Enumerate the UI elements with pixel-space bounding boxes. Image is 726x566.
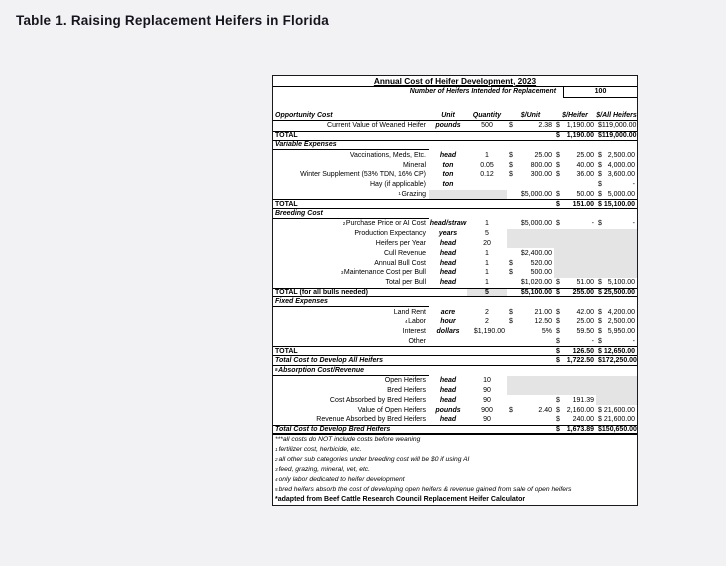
cell-unit: head <box>439 386 457 394</box>
cell-ucost: $5,000.00 <box>520 220 552 228</box>
table-row <box>273 219 637 229</box>
cell-unit: pounds <box>435 406 461 414</box>
footnote: 3 feed, grazing, mineral, vet, etc. <box>275 466 371 473</box>
table-row <box>273 160 637 170</box>
cell-unit: head <box>439 151 457 159</box>
cell-all: $ 5,100.00 <box>598 279 635 287</box>
cell-qty: 1 <box>485 259 489 267</box>
cell-qty: 1 <box>485 220 489 228</box>
cell-unit: acre <box>440 308 456 316</box>
cell-heif: $ 255.00 <box>556 288 594 296</box>
table-row <box>273 248 637 258</box>
cell-unit: head <box>439 249 457 257</box>
cell-qty <box>467 366 507 376</box>
cell-heif: $ 1,673.89 <box>556 425 594 433</box>
cell-all: $ 119,000.00 <box>598 122 637 130</box>
row-label: Heifers per Year <box>375 239 426 247</box>
cell-qty <box>467 356 507 365</box>
cell-unit: ton <box>442 181 454 189</box>
cell-all: $ 21,600.00 <box>598 406 635 414</box>
cell-ucost <box>507 415 554 425</box>
cell-all: $ 2,500.00 <box>598 318 635 326</box>
cell-qty <box>467 347 507 355</box>
cell-heif <box>554 248 596 258</box>
cell-unit <box>429 200 467 208</box>
cell-ucost <box>507 366 554 376</box>
row-label: Breeding Cost <box>273 209 429 219</box>
cell-unit <box>429 297 467 307</box>
cell-unit <box>429 132 467 140</box>
cell-qty <box>467 297 507 307</box>
cell-unit: ton <box>442 161 454 169</box>
cell-ucost <box>507 356 554 365</box>
cell-unit <box>429 337 467 347</box>
cell-all: $ - <box>598 220 635 228</box>
cell-heif: $ 2,160.00 <box>556 406 594 414</box>
row-label: Open Heifers <box>384 377 426 385</box>
cell-qty <box>467 200 507 208</box>
cell-qty: 5 <box>485 230 489 238</box>
cell-all <box>596 297 637 307</box>
row-label: Total Cost to Develop All Heifers <box>275 357 383 365</box>
table-row <box>273 121 637 131</box>
table-row <box>273 376 637 386</box>
row-label: 2 Purchase Price or AI Cost <box>342 220 426 228</box>
cell-heif: $ 25.00 <box>556 151 594 159</box>
row-label: Revenue Absorbed by Bred Heifers <box>316 416 426 424</box>
cell-ucost <box>507 239 554 249</box>
cell-qty: 1 <box>485 249 489 257</box>
row-label: Bred Heifers <box>387 386 426 394</box>
cell-heif: $ 1,190.00 <box>556 122 594 130</box>
cell-ucost: $1,020.00 <box>520 279 552 287</box>
cell-all <box>596 239 637 249</box>
cell-heif: $ 36.00 <box>556 171 594 179</box>
cell-all: $ 172,250.00 <box>598 357 637 365</box>
cell-unit: head <box>439 416 457 424</box>
row-label: Value of Open Heifers <box>357 406 426 414</box>
row-label: 1 Grazing <box>398 190 426 198</box>
cell-qty <box>467 337 507 347</box>
cell-qty: 90 <box>483 396 491 404</box>
cell-all: $ - <box>598 181 635 189</box>
cell-all: $ 3,600.00 <box>598 171 635 179</box>
cell-unit: head <box>439 377 457 385</box>
row-label: Vaccinations, Meds, Etc. <box>349 151 426 159</box>
cell-qty: 0.12 <box>480 171 494 179</box>
table-row <box>273 317 637 327</box>
row-label: 4 Labor <box>405 318 426 326</box>
cell-heif <box>554 258 596 268</box>
table-row <box>273 268 637 278</box>
table-row <box>273 288 637 298</box>
cell-all: $ 12,650.00 <box>598 347 635 355</box>
row-label: 5 Absorption Cost/Revenue <box>273 366 429 376</box>
cell-ucost <box>507 337 554 347</box>
footnote: *adapted from Beef Cattle Research Council Replacement Heifer Calculator <box>275 496 526 503</box>
cell-ucost: $ 520.00 <box>509 259 552 267</box>
row-label: Land Rent <box>393 308 426 316</box>
cell-unit: head <box>439 239 457 247</box>
cell-qty: 2 <box>485 308 489 316</box>
table-row <box>273 346 637 356</box>
cell-ucost: $ 300.00 <box>509 171 552 179</box>
cell-ucost <box>507 229 554 239</box>
cell-heif: $ - <box>556 220 594 228</box>
heifer-cost-spreadsheet <box>272 75 638 506</box>
cell-all: $ 119,000.00 <box>598 132 637 140</box>
row-label: Cull Revenue <box>383 249 426 257</box>
cell-all: $ 150,650.00 <box>598 425 637 433</box>
cell-heif <box>554 376 596 386</box>
spacer-row <box>273 98 637 111</box>
cell-ucost <box>507 347 554 355</box>
cell-qty: $1,190.00 <box>473 328 505 336</box>
cell-qty: 10 <box>483 377 491 385</box>
cell-qty: 5 <box>467 289 507 297</box>
row-label: Mineral <box>403 161 426 169</box>
cell-heif: $ 25.00 <box>556 318 594 326</box>
cell-unit <box>429 209 467 219</box>
row-label: Variable Expenses <box>273 141 429 151</box>
row-label: Opportunity Cost <box>275 111 333 119</box>
cell-qty <box>467 141 507 151</box>
cell-qty: 1 <box>485 279 489 287</box>
cell-qty: Quantity <box>472 111 502 119</box>
cell-qty <box>467 180 507 190</box>
cell-ucost: $2,400.00 <box>520 249 552 257</box>
table-row <box>273 425 637 435</box>
cell-heif: $/Heifer <box>562 111 588 119</box>
cell-all: $/All Heifers <box>596 111 637 119</box>
footnote: 5 bred heifers absorb the cost of developing open heifers & revenue gained from sale of open heifers <box>275 486 572 493</box>
cell-all: $ 21,600.00 <box>598 416 635 424</box>
cell-all: $ - <box>598 337 635 345</box>
cell-all <box>596 248 637 258</box>
row-label: TOTAL <box>275 200 298 208</box>
table-row <box>273 111 637 122</box>
cell-unit <box>429 190 467 200</box>
cell-qty: 1 <box>485 269 489 277</box>
cell-heif <box>554 141 596 151</box>
cell-unit: head <box>439 279 457 287</box>
cell-unit <box>429 347 467 355</box>
table-body <box>273 111 637 435</box>
cell-ucost <box>507 180 554 190</box>
table-row <box>273 386 637 396</box>
row-label: Other <box>408 337 426 345</box>
cell-qty <box>467 426 507 433</box>
cell-unit <box>429 289 467 297</box>
row-label: TOTAL <box>275 347 298 355</box>
footnote: 2 all other sub categories under breeding cost will be $0 if using AI <box>275 456 470 463</box>
cell-heif: $ 240.00 <box>556 416 594 424</box>
cell-heif <box>554 239 596 249</box>
cell-ucost: $ 2.38 <box>509 122 552 130</box>
cell-qty: 900 <box>481 406 493 414</box>
cell-ucost <box>507 386 554 396</box>
cell-unit: head <box>439 396 457 404</box>
cell-heif: $ 50.00 <box>556 190 594 198</box>
cell-all: $ 2,500.00 <box>598 151 635 159</box>
cell-all <box>596 376 637 386</box>
row-label: Fixed Expenses <box>273 297 429 307</box>
subtitle-label: Number of Heifers Intended for Replacement <box>409 87 556 95</box>
cell-unit: head <box>439 269 457 277</box>
cell-all <box>596 268 637 278</box>
cell-heif: $ 59.50 <box>556 328 594 336</box>
cell-ucost: 5% <box>541 328 552 336</box>
table-row <box>273 366 637 376</box>
row-label: 3 Maintenance Cost per Bull <box>340 269 426 277</box>
cell-ucost: $ 21.00 <box>509 308 552 316</box>
cell-all <box>596 209 637 219</box>
table-row <box>273 141 637 151</box>
table-row <box>273 199 637 209</box>
cell-ucost <box>507 376 554 386</box>
cell-heif <box>554 209 596 219</box>
cell-ucost <box>507 141 554 151</box>
cell-qty: 20 <box>483 239 491 247</box>
cell-qty <box>467 190 507 200</box>
table-row <box>273 180 637 190</box>
page-title: Table 1. Raising Replacement Heifers in Florida <box>16 13 329 28</box>
cell-unit <box>429 366 467 376</box>
table-title: Annual Cost of Heifer Development, 2023 <box>373 75 537 86</box>
cell-ucost <box>507 209 554 219</box>
cell-all <box>596 229 637 239</box>
cell-unit: Unit <box>441 111 455 119</box>
row-label: TOTAL <box>275 132 298 140</box>
footnotes <box>273 435 637 505</box>
table-row <box>273 278 637 288</box>
cell-unit: dollars <box>436 328 460 336</box>
cell-heif: $ 1,190.00 <box>556 132 594 140</box>
cell-heif <box>554 229 596 239</box>
cell-ucost <box>507 297 554 307</box>
cell-ucost <box>507 200 554 208</box>
cell-all: $ 15,100.00 <box>598 200 635 208</box>
cell-heif <box>554 268 596 278</box>
table-row <box>273 327 637 337</box>
table-title-row <box>273 76 637 87</box>
cell-qty: 90 <box>483 416 491 424</box>
cell-heif: $ 1,722.50 <box>556 357 594 365</box>
cell-ucost: $ 12.50 <box>509 318 552 326</box>
footnote: 1 fertilizer cost, herbicide, etc. <box>275 446 362 453</box>
cell-heif: $ - <box>556 337 594 345</box>
table-row <box>273 258 637 268</box>
cell-all: $ 5,950.00 <box>598 328 635 336</box>
table-row <box>273 150 637 160</box>
cell-heif <box>554 366 596 376</box>
table-row <box>273 415 637 425</box>
cell-unit <box>429 426 467 433</box>
cell-all: $ 25,500.00 <box>598 288 635 296</box>
cell-all: $ 4,000.00 <box>598 161 635 169</box>
cell-ucost: $ 25.00 <box>509 151 552 159</box>
cell-unit: hour <box>440 318 456 326</box>
table-row <box>273 307 637 317</box>
cell-heif <box>554 180 596 190</box>
cell-ucost <box>507 426 554 433</box>
cell-all: $ 4,200.00 <box>598 308 635 316</box>
table-row <box>273 190 637 200</box>
cell-all <box>596 395 637 405</box>
cell-heif: $ 40.00 <box>556 161 594 169</box>
cell-ucost: $/Unit <box>520 111 541 119</box>
row-label: Cost Absorbed by Bred Heifers <box>329 396 426 404</box>
row-label: Interest <box>402 328 426 336</box>
row-label: Total Cost to Develop Bred Heifers <box>275 425 391 433</box>
footnote: ***all costs do NOT include costs before weaning <box>275 436 421 443</box>
cell-qty <box>467 209 507 219</box>
row-label: Production Expectancy <box>354 230 426 238</box>
cell-qty: 500 <box>481 122 493 130</box>
cell-ucost: $5,000.00 <box>520 190 552 198</box>
table-row <box>273 209 637 219</box>
cell-ucost: $ 800.00 <box>509 161 552 169</box>
cell-ucost <box>507 132 554 140</box>
table-row <box>273 239 637 249</box>
cell-heif: $ 191.39 <box>556 396 594 404</box>
cell-all <box>596 258 637 268</box>
cell-unit <box>429 356 467 365</box>
cell-heif: $ 151.00 <box>556 200 594 208</box>
cell-heif: $ 42.00 <box>556 308 594 316</box>
table-row <box>273 395 637 405</box>
row-label: Current Value of Weaned Heifer <box>327 122 426 130</box>
table-row <box>273 337 637 347</box>
cell-ucost: $ 2.40 <box>509 406 552 414</box>
cell-all <box>596 366 637 376</box>
cell-heif <box>554 297 596 307</box>
footnote: 4 only labor dedicated to heifer development <box>275 476 405 483</box>
row-label: Hay (if applicable) <box>369 181 426 189</box>
cell-qty: 0.05 <box>480 161 494 169</box>
row-label: Winter Supplement (53% TDN, 16% CP) <box>300 171 426 179</box>
cell-ucost: $ 500.00 <box>509 269 552 277</box>
cell-qty: 2 <box>485 318 489 326</box>
row-label: Annual Bull Cost <box>374 259 426 267</box>
row-label: Total per Bull <box>385 279 426 287</box>
cell-qty <box>467 132 507 140</box>
table-row <box>273 297 637 307</box>
cell-heif: $ 51.00 <box>556 279 594 287</box>
cell-ucost <box>507 395 554 405</box>
table-row <box>273 405 637 415</box>
cell-qty: 1 <box>485 151 489 159</box>
cell-all: $ 5,000.00 <box>598 190 635 198</box>
row-label: TOTAL (for all bulls needed) <box>275 288 368 296</box>
subtitle-row <box>273 87 637 98</box>
table-row <box>273 131 637 141</box>
table-row <box>273 229 637 239</box>
heifer-count-cell: 100 <box>563 87 637 98</box>
cell-unit <box>429 141 467 151</box>
cell-all <box>596 386 637 396</box>
cell-unit: years <box>438 230 458 238</box>
cell-qty: 90 <box>483 386 491 394</box>
table-row <box>273 170 637 180</box>
cell-unit: head <box>439 259 457 267</box>
cell-unit: pounds <box>435 122 461 130</box>
cell-unit: ton <box>442 171 454 179</box>
cell-heif <box>554 386 596 396</box>
table-row <box>273 356 637 366</box>
cell-heif: $ 126.50 <box>556 347 594 355</box>
cell-all <box>596 141 637 151</box>
cell-unit: head/straw <box>429 220 467 228</box>
cell-ucost: $5,100.00 <box>520 288 552 296</box>
